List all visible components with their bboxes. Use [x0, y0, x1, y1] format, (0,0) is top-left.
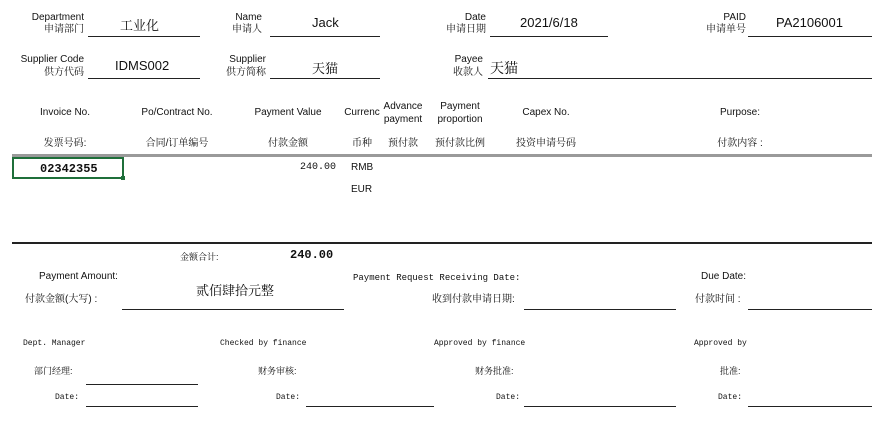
total-value[interactable]: 240.00	[290, 248, 334, 262]
paid-label-en: PAID	[723, 12, 746, 23]
date-value[interactable]: 2021/6/18	[520, 15, 578, 30]
col-advance-cn: 预付款	[388, 138, 418, 149]
checked-date-label: Date:	[276, 393, 301, 402]
manager-date-label: Date:	[55, 393, 80, 402]
manager-label-cn: 部门经理:	[34, 366, 73, 376]
payee-label-cn: 收款人	[453, 67, 483, 78]
payment-amount-label-en: Payment Amount:	[39, 271, 118, 282]
date-label-en: Date	[464, 12, 486, 23]
approved-label-en: Approved by	[694, 339, 747, 348]
col-advance-en1: Advance	[383, 101, 423, 112]
payment-amount-underline	[122, 309, 344, 310]
payee-value[interactable]: 天猫	[490, 60, 518, 76]
checked-label-cn: 财务审核:	[258, 366, 297, 376]
receiving-date-label-en: Payment Request Receiving Date:	[353, 273, 521, 283]
approved-date-label: Date:	[718, 393, 743, 402]
name-label-cn: 申请人	[232, 24, 262, 35]
table-header-divider	[12, 154, 872, 157]
col-proportion-en1: Payment	[440, 101, 480, 112]
manager-date-underline	[86, 406, 198, 407]
supplier-label-en: Supplier	[229, 54, 266, 65]
department-label-cn: 申请部门	[44, 24, 84, 35]
supplier-code-label-en: Supplier Code	[20, 54, 84, 65]
col-po-cn: 合同/订单编号	[145, 138, 209, 149]
col-invoice-cn: 发票号码:	[43, 138, 87, 149]
paid-label-cn: 申请单号	[706, 24, 746, 35]
date-label-cn: 申请日期	[446, 24, 486, 35]
payee-underline	[488, 78, 872, 79]
department-underline	[88, 36, 200, 37]
date-underline	[490, 36, 608, 37]
total-label: 金额合计:	[180, 252, 219, 262]
paid-value[interactable]: PA2106001	[776, 15, 843, 30]
table-bottom-divider	[12, 242, 872, 244]
payment-value-cell[interactable]: 240.00	[300, 162, 337, 173]
name-label-en: Name	[235, 12, 262, 23]
approved-finance-date-underline	[524, 406, 676, 407]
col-purpose-en: Purpose:	[719, 107, 761, 118]
supplier-code-label-cn: 供方代码	[44, 67, 84, 78]
payment-amount-label-cn: 付款金额(大写) :	[25, 294, 98, 305]
paid-underline	[748, 36, 872, 37]
name-value[interactable]: Jack	[312, 15, 339, 30]
due-date-underline	[748, 309, 872, 310]
col-payment-value-cn: 付款金额	[268, 138, 308, 149]
col-po-en: Po/Contract No.	[141, 107, 213, 118]
supplier-code-value[interactable]: IDMS002	[115, 58, 170, 73]
col-capex-cn: 投资申请号码	[516, 138, 576, 149]
supplier-underline	[270, 78, 380, 79]
checked-date-underline	[306, 406, 434, 407]
receiving-date-underline	[524, 309, 676, 310]
cell-fill-handle[interactable]	[121, 176, 125, 180]
invoice-no-value: 02342355	[40, 162, 98, 176]
col-proportion-en2: proportion	[437, 114, 483, 125]
approved-finance-date-label: Date:	[496, 393, 521, 402]
payment-amount-words[interactable]: 贰佰肆拾元整	[196, 283, 275, 298]
invoice-no-cell[interactable]	[12, 157, 124, 179]
supplier-code-underline	[88, 78, 200, 79]
currency-cell-2[interactable]: EUR	[351, 184, 373, 195]
manager-label-en: Dept. Manager	[23, 339, 86, 348]
supplier-label-cn: 供方简称	[226, 67, 266, 78]
due-date-label-en: Due Date:	[701, 271, 747, 282]
department-value[interactable]: 工业化	[120, 18, 160, 33]
col-capex-en: Capex No.	[522, 107, 570, 118]
col-proportion-cn: 预付款比例	[435, 138, 485, 149]
payee-label-en: Payee	[454, 54, 483, 65]
approved-label-cn: 批准:	[720, 366, 741, 376]
approved-finance-label-en: Approved by finance	[434, 339, 526, 348]
name-underline	[270, 36, 380, 37]
col-payment-value-en: Payment Value	[254, 107, 322, 118]
receiving-date-label-cn: 收到付款申请日期:	[432, 294, 515, 305]
manager-sign-underline	[86, 384, 198, 385]
approved-date-underline	[748, 406, 872, 407]
department-label-en: Department	[31, 12, 84, 23]
supplier-value[interactable]: 天猫	[312, 61, 339, 76]
checked-label-en: Checked by finance	[220, 339, 307, 348]
col-invoice-en: Invoice No.	[39, 107, 91, 118]
approved-finance-label-cn: 财务批准:	[475, 366, 514, 376]
col-purpose-cn: 付款内容 :	[717, 138, 763, 149]
currency-cell-1[interactable]: RMB	[351, 162, 374, 173]
col-currency-en: Currenc	[344, 107, 380, 118]
col-advance-en2: payment	[383, 114, 423, 125]
due-date-label-cn: 付款时间 :	[695, 294, 741, 305]
col-currency-cn: 币种	[352, 138, 372, 149]
